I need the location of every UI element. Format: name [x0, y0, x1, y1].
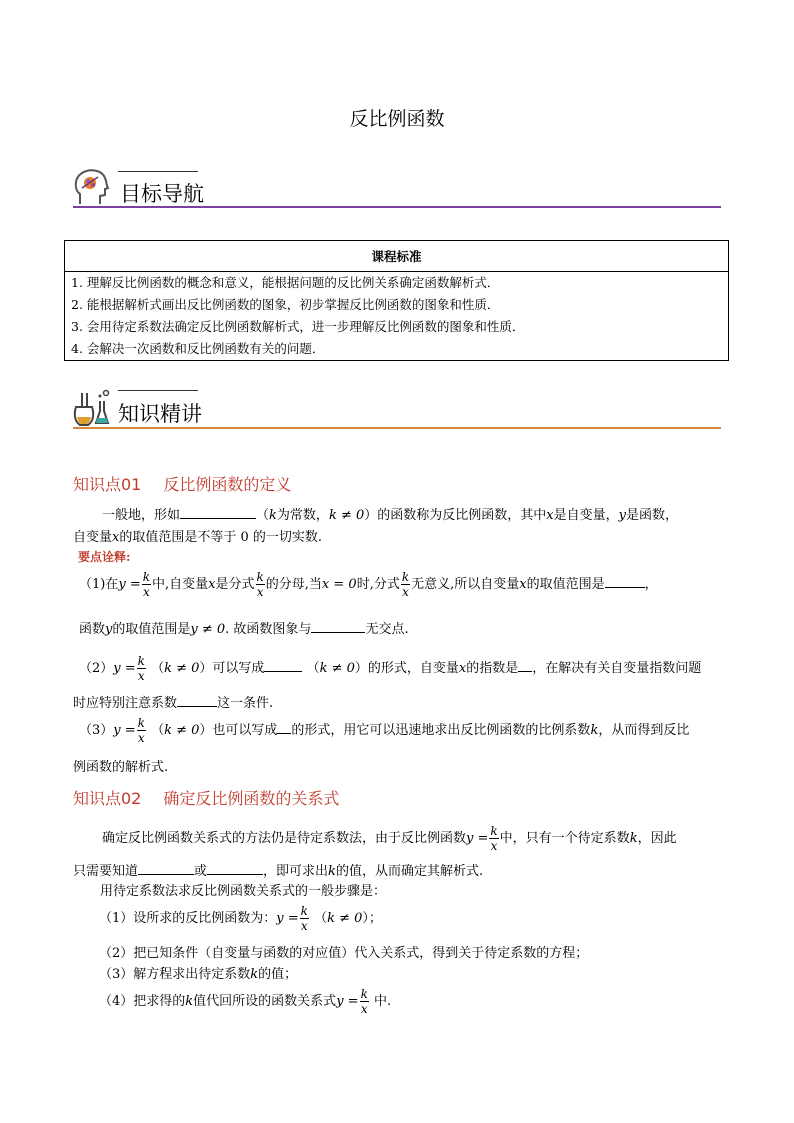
- text: （: [151, 723, 165, 738]
- text: ，从而得到反比: [598, 723, 690, 738]
- math-var: x: [519, 577, 527, 592]
- kp1-note3-line1: [79, 716, 689, 745]
- text: 无意义,所以自变量: [411, 577, 520, 592]
- text: 或: [194, 864, 208, 879]
- text: ，: [644, 577, 658, 592]
- kp2-step2: （2）把已知条件（自变量与函数的对应值）代入关系式，得到关于待定系数的方程；: [99, 946, 589, 961]
- kp1-label: 知识点01: [73, 475, 142, 494]
- math-expr: y =: [276, 911, 299, 926]
- text: ，因此: [637, 831, 677, 846]
- text: 无交点.: [365, 622, 409, 637]
- text: 只需要知道: [73, 864, 139, 879]
- text: 的取值范围是不等于 0 的一切实数.: [119, 530, 323, 545]
- kp1-note2-line2: [73, 692, 273, 711]
- fraction-k-over-x: $\frac{k}{x}$: [142, 570, 150, 599]
- fill-blank: [177, 694, 217, 707]
- text: 是函数，: [625, 508, 678, 523]
- fraction-k-over-x: $\frac{k}{x}$: [256, 570, 264, 599]
- math-var: x: [112, 530, 120, 545]
- table-row: 4. 会解决一次函数和反比例函数有关的问题．: [65, 338, 729, 361]
- fraction-k-over-x: $\frac{k}{x}$: [300, 904, 308, 933]
- text: 的值，从而确定其解析式.: [335, 864, 484, 879]
- kp1-note1-line2: [79, 618, 409, 637]
- text: 的取值范围是: [526, 577, 605, 592]
- text: 确定反比例函数关系式的方法仍是待定系数法，由于反比例函数: [102, 831, 467, 846]
- kp1-note3-line2: 例函数的解析式.: [73, 760, 169, 775]
- section1-heading: 目标导航: [120, 182, 204, 206]
- lab-flask-icon: [70, 387, 114, 429]
- kp1-heading: [73, 472, 291, 495]
- math-expr: x = 0: [321, 577, 357, 592]
- kp2-step3: [99, 963, 297, 982]
- text: 的指数是: [466, 661, 519, 676]
- text: 为常数，: [276, 508, 329, 523]
- fraction-k-over-x: $\frac{k}{x}$: [137, 654, 145, 683]
- text: 的取值范围是: [112, 622, 191, 637]
- text: （: [256, 508, 270, 523]
- text: 的分母,当: [265, 577, 322, 592]
- text: 中，只有一个待定系数: [499, 831, 630, 846]
- header-decor-line: [118, 390, 198, 391]
- text: 的值；: [258, 967, 298, 982]
- kp2-para2: [73, 860, 483, 879]
- math-expr: y =: [336, 994, 359, 1009]
- text: 自变量: [73, 530, 113, 545]
- fraction-k-over-x: $\frac{k}{x}$: [360, 987, 368, 1016]
- text: ）的函数称为反比例函数，其中: [364, 508, 547, 523]
- text: （1)在: [79, 577, 119, 592]
- kp1-note1-line1: [79, 570, 658, 599]
- table-row: 3. 会用待定系数法确定反比例函数解析式，进一步理解反比例函数的图象和性质．: [65, 316, 729, 338]
- fill-blank: [518, 659, 532, 672]
- math-expr: y =: [113, 661, 136, 676]
- kp2-label: 知识点02: [73, 789, 142, 808]
- kp1-para1: [102, 504, 678, 523]
- kp1-note2-line1: [79, 654, 701, 683]
- math-expr: k ≠ 0: [164, 661, 200, 676]
- text: （: [306, 661, 320, 676]
- text: ）的形式，自变量: [354, 661, 459, 676]
- math-var: x: [546, 508, 554, 523]
- text: （: [151, 661, 165, 676]
- text: （4）把求得的: [99, 994, 186, 1009]
- text: 中,自变量: [152, 577, 209, 592]
- note-label: 要点诠释:: [78, 550, 131, 564]
- text: 的形式，用它可以迅速地求出反比例函数的比例系数: [291, 723, 591, 738]
- text: . 故函数图象与: [225, 622, 312, 637]
- kp2-para3: 用待定系数法求反比例函数关系式的一般步骤是：: [100, 884, 387, 899]
- table-row: 2. 能根据解析式画出反比例函数的图象，初步掌握反比例函数的图象和性质．: [65, 294, 729, 316]
- kp2-title: 确定反比例函数的关系式: [163, 789, 340, 808]
- table-header: 课程标准: [65, 241, 729, 272]
- math-var: x: [208, 577, 216, 592]
- fill-blank: [264, 659, 302, 672]
- math-var: k: [590, 723, 599, 738]
- math-var: y: [105, 622, 113, 637]
- fill-blank: [605, 575, 645, 588]
- text: （: [314, 911, 328, 926]
- curriculum-standards-table: [64, 240, 729, 361]
- text: ，在解决有关自变量指数问题: [532, 661, 702, 676]
- math-expr: k ≠ 0: [319, 661, 355, 676]
- math-var: k: [185, 994, 194, 1009]
- fraction-k-over-x: $\frac{k}{x}$: [137, 716, 145, 745]
- math-var: k: [250, 967, 259, 982]
- text: 是自变量，: [553, 508, 619, 523]
- text: 中.: [373, 994, 392, 1009]
- math-expr: y =: [113, 723, 136, 738]
- text: （2）: [79, 661, 114, 676]
- math-expr: k ≠ 0: [164, 723, 200, 738]
- text: 是分式: [215, 577, 255, 592]
- table-row: 1. 理解反比例函数的概念和意义，能根据问题的反比例关系确定函数解析式．: [65, 272, 729, 295]
- text: 函数: [79, 622, 106, 637]
- section2-rule: [73, 427, 721, 429]
- kp2-para1: [102, 824, 677, 853]
- kp2-step4: [99, 987, 391, 1016]
- math-var: k: [629, 831, 638, 846]
- text: （3）解方程求出待定系数: [99, 967, 251, 982]
- math-var: x: [458, 661, 467, 676]
- fill-blank: [180, 506, 256, 519]
- kp1-para2: [73, 526, 322, 545]
- section1-rule: [73, 206, 721, 208]
- text: 值代回所设的函数关系式: [193, 994, 337, 1009]
- text: 时应特别注意系数: [73, 696, 178, 711]
- math-expr: y ≠ 0: [190, 622, 226, 637]
- page-title: 反比例函数: [349, 108, 445, 130]
- fill-blank: [207, 862, 263, 875]
- header-decor-line: [118, 171, 198, 172]
- math-expr: k ≠ 0: [328, 508, 365, 523]
- text: 这一条件.: [217, 696, 274, 711]
- fill-blank: [138, 862, 194, 875]
- text: ，即可求出: [263, 864, 329, 879]
- math-var: k: [269, 508, 277, 523]
- text: ）也可以写成: [199, 723, 278, 738]
- text: （1）设所求的反比例函数为：: [99, 911, 277, 926]
- text: ）；: [362, 911, 382, 926]
- section2-heading: 知识精讲: [118, 402, 202, 426]
- text: 一般地，形如: [102, 508, 181, 523]
- kp2-heading: [73, 786, 339, 809]
- math-expr: y =: [466, 831, 489, 846]
- kp2-step1: [99, 904, 382, 933]
- fill-blank: [277, 721, 291, 734]
- math-var: k: [328, 864, 336, 879]
- fraction-k-over-x: $\frac{k}{x}$: [490, 824, 498, 853]
- fraction-k-over-x: $\frac{k}{x}$: [401, 570, 410, 599]
- math-var: y: [618, 508, 626, 523]
- text: （3）: [79, 723, 114, 738]
- math-expr: k ≠ 0: [327, 911, 363, 926]
- text: ）可以写成: [199, 661, 265, 676]
- kp1-title: 反比例函数的定义: [163, 475, 292, 494]
- text: 时,分式: [356, 577, 400, 592]
- math-expr: y =: [118, 577, 141, 592]
- brain-head-icon: [72, 168, 114, 208]
- fill-blank: [311, 620, 365, 633]
